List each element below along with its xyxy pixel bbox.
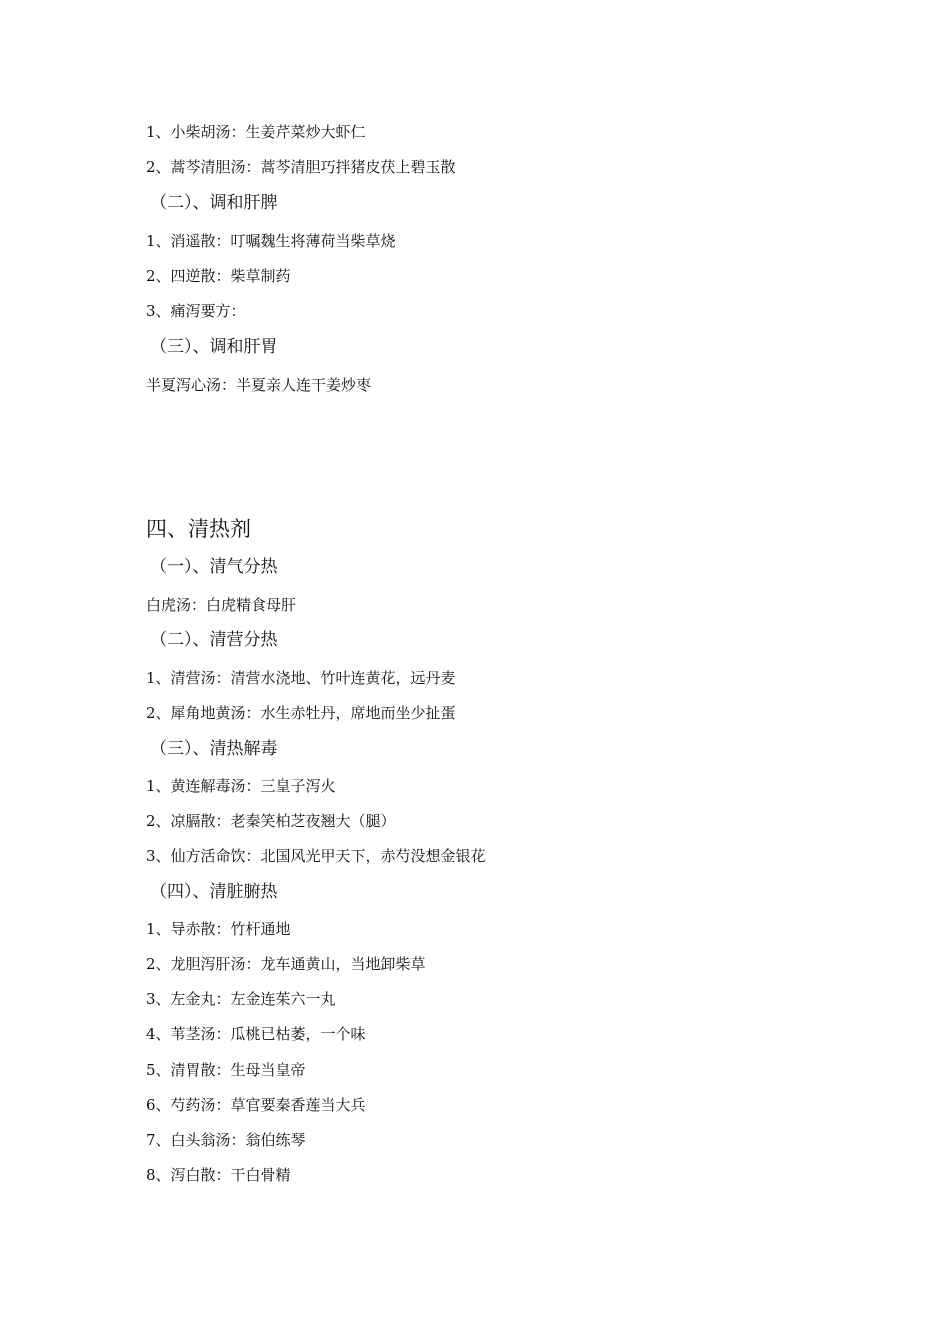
formula-line: 2、蒿芩清胆汤：蒿芩清胆巧拌猪皮茯上碧玉散 (146, 158, 456, 176)
formula-line: 2、四逆散：柴草制药 (146, 267, 291, 285)
formula-line: 4、苇茎汤：瓜桃已枯萎，一个味 (146, 1025, 366, 1043)
formula-line: 2、犀角地黄汤：水生赤牡丹，席地而坐少扯蛋 (146, 704, 456, 722)
formula-line: 3、仙方活命饮：北国风光甲天下，赤芍没想金银花 (146, 847, 486, 865)
formula-line: 8、泻白散：干白骨精 (146, 1166, 291, 1184)
subsection-heading: （三）、清热解毒 (150, 739, 278, 759)
formula-line: 2、龙胆泻肝汤：龙车通黄山，当地卸柴草 (146, 955, 426, 973)
formula-line: 1、黄连解毒汤：三皇子泻火 (146, 777, 336, 795)
subsection-heading: （三）、调和肝胃 (150, 337, 278, 357)
formula-line: 白虎汤：白虎精食母肝 (146, 596, 297, 614)
subsection-heading: （二）、清营分热 (150, 630, 278, 650)
subsection-heading: （四）、清脏腑热 (150, 882, 278, 902)
formula-line: 半夏泻心汤：半夏亲人连干姜炒枣 (146, 376, 372, 394)
formula-line: 1、清营汤：清营水浇地、竹叶连黄花，远丹麦 (146, 669, 456, 687)
formula-line: 2、凉膈散：老秦笑柏芝夜翘大（腿） (146, 812, 396, 830)
formula-line: 1、小柴胡汤：生姜芹菜炒大虾仁 (146, 123, 366, 141)
formula-line: 7、白头翁汤：翁伯练琴 (146, 1131, 306, 1149)
subsection-heading: （一）、清气分热 (150, 557, 278, 577)
formula-line: 5、清胃散：生母当皇帝 (146, 1061, 306, 1079)
formula-line: 1、导赤散：竹杆通地 (146, 920, 291, 938)
formula-line: 3、左金丸：左金连茱六一丸 (146, 990, 336, 1008)
formula-line: 1、消遥散：叮嘱魏生将薄荷当柴草烧 (146, 232, 396, 250)
section-heading: 四、清热剂 (146, 517, 251, 541)
formula-line: 6、芍药汤：草官要秦香莲当大兵 (146, 1096, 366, 1114)
formula-line: 3、痛泻要方： (146, 302, 246, 320)
subsection-heading: （二）、调和肝脾 (150, 193, 278, 213)
